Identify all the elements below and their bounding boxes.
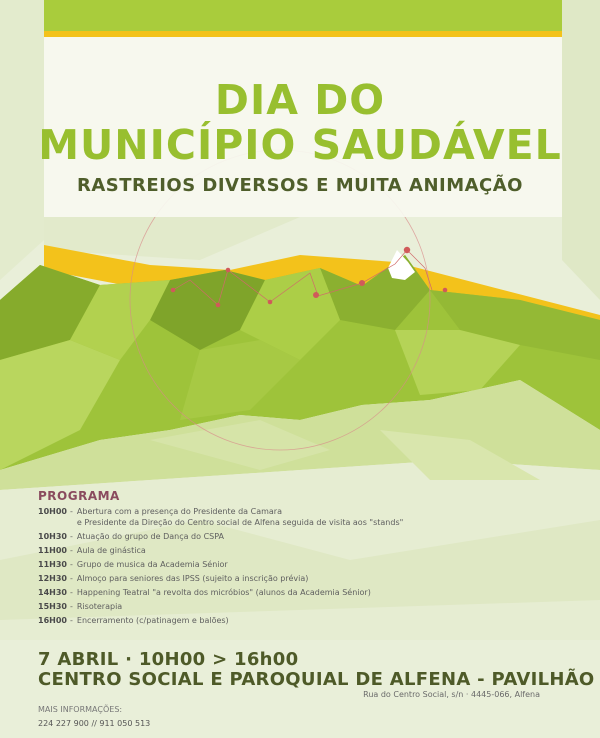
item-desc: Happening Teatral "a revolta dos micróbios" (alunos da Academia Sénior) xyxy=(76,588,371,597)
contact-label: MAIS INFORMAÇÕES: xyxy=(38,705,123,714)
item-time: 12H30 xyxy=(38,574,67,583)
item-desc: Aula de ginástica xyxy=(76,546,146,555)
item-desc: Risoterapia xyxy=(76,602,123,611)
item-desc: Atuação do grupo de Dança do CSPA xyxy=(76,532,225,541)
title-line-2: MUNICÍPIO SAUDÁVEL xyxy=(38,121,562,169)
programa-item: 11H00 - Aula de ginástica xyxy=(38,546,146,555)
item-desc: Encerramento (c/patinagem e balões) xyxy=(76,616,229,625)
programa-list xyxy=(38,506,578,629)
item-time: 10H30 xyxy=(38,532,67,541)
programa-item: 16H00 - Encerramento (c/patinagem e balões) xyxy=(38,616,229,625)
item-time: 10H00 xyxy=(38,507,67,516)
programa-item: 12H30 - Almoço para seniores das IPSS (sujeito a inscrição prévia) xyxy=(38,574,309,583)
programa-heading: PROGRAMA xyxy=(38,489,120,503)
item-desc: Abertura com a presença do Presidente da Camara e Presidente da Direção do Centro social de Alfena seguida de visita aos "stands" xyxy=(76,507,404,527)
event-date: 7 ABRIL · 10H00 > 16h00 xyxy=(38,649,299,670)
programa-item: 10H00 - Abertura com a presença do Presidente da Camara e Presidente da Direção do Centro social de Alfena seguida de visita aos "stands" xyxy=(38,507,404,527)
title-line-1: DIA DO xyxy=(214,76,386,124)
programa-item: 10H30 - Atuação do grupo de Dança do CSPA xyxy=(38,532,225,541)
programa-item: 15H30 - Risoterapia xyxy=(38,602,123,611)
contact-phones: 224 227 900 // 911 050 513 xyxy=(38,719,151,728)
item-time: 14H30 xyxy=(38,588,67,597)
item-desc: Grupo de musica da Academia Sénior xyxy=(76,560,228,569)
programa-item: 11H30 - Grupo de musica da Academia Sénior xyxy=(38,560,228,569)
programa-item: 14H30 - Happening Teatral "a revolta dos micróbios" (alunos da Academia Sénior) xyxy=(38,588,371,597)
item-time: 11H00 xyxy=(38,546,67,555)
event-venue: CENTRO SOCIAL E PAROQUIAL DE ALFENA - PAVILHÃO xyxy=(38,669,595,690)
top-green-bar xyxy=(44,0,562,31)
item-time: 15H30 xyxy=(38,602,67,611)
item-time: 11H30 xyxy=(38,560,67,569)
item-desc: Almoço para seniores das IPSS (sujeito a inscrição prévia) xyxy=(76,574,309,583)
item-time: 16H00 xyxy=(38,616,67,625)
event-address: Rua do Centro Social, s/n · 4445-066, Alfena xyxy=(363,690,540,699)
subtitle: RASTREIOS DIVERSOS E MUITA ANIMAÇÃO xyxy=(77,175,523,196)
